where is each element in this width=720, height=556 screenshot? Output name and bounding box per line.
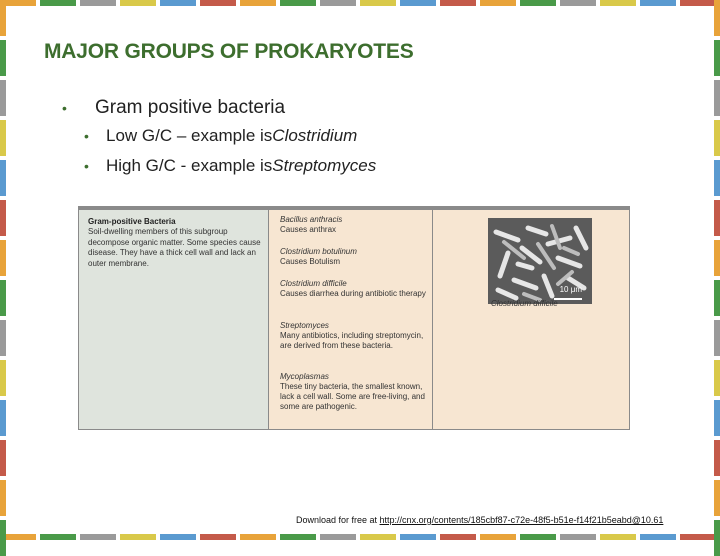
table-group-description: Soil-dwelling members of this subgroup decompose organic matter. Some species cause disease. They have a thick cell wall and lack an outer membrane. <box>88 227 261 268</box>
frame-segment <box>0 40 6 76</box>
entry-description: Causes diarrhea during antibiotic therapy <box>280 289 426 298</box>
frame-segment <box>160 0 196 6</box>
scale-bar <box>554 298 582 300</box>
footer-prefix: Download for free at <box>296 515 380 525</box>
table-entry <box>280 321 430 351</box>
bullet-main-text: Gram positive bacteria <box>95 97 286 118</box>
table-entry <box>280 247 430 267</box>
frame-segment <box>440 0 476 6</box>
frame-segment <box>0 160 6 196</box>
bullet-sub2-text: High G/C - example is <box>106 156 273 175</box>
entry-name: Bacillus anthracis <box>280 215 343 224</box>
frame-segment <box>714 80 720 116</box>
frame-segment <box>200 534 236 540</box>
frame-segment <box>80 0 116 6</box>
frame-segment <box>714 160 720 196</box>
bullet-sub2-example: Streptomyces <box>272 156 377 175</box>
frame-segment <box>0 0 6 36</box>
frame-segment <box>714 400 720 436</box>
frame-segment <box>0 120 6 156</box>
bullet-sub1-example: Clostridium <box>272 126 358 145</box>
bullet-sub1-text: Low G/C – example is <box>106 126 273 145</box>
frame-segment <box>120 534 156 540</box>
frame-segment <box>320 0 356 6</box>
frame-segment <box>714 120 720 156</box>
table-entry <box>280 279 430 299</box>
bullet-sub-high-gc <box>84 151 376 181</box>
frame-segment <box>280 0 316 6</box>
frame-segment <box>160 534 196 540</box>
frame-segment <box>714 0 720 36</box>
frame-segment <box>714 440 720 476</box>
frame-segment <box>120 0 156 6</box>
frame-top <box>0 0 720 6</box>
table-column-image <box>433 207 629 429</box>
bullet-dot-icon: • <box>62 100 67 116</box>
frame-segment <box>400 534 436 540</box>
bullet-main <box>62 95 376 121</box>
frame-segment <box>200 0 236 6</box>
frame-segment <box>360 0 396 6</box>
frame-segment <box>0 80 6 116</box>
frame-segment <box>520 0 556 6</box>
frame-bottom <box>0 534 720 540</box>
source-link[interactable]: http://cnx.org/contents/185cbf87-c72e-48f5-b51e-f14f21b5eabd@10.61 <box>379 515 664 525</box>
footer-attribution <box>296 515 663 525</box>
frame-segment <box>714 200 720 236</box>
frame-segment <box>560 534 596 540</box>
table-column-group <box>79 207 269 429</box>
table-group-heading: Gram-positive Bacteria <box>88 217 176 226</box>
frame-segment <box>640 534 676 540</box>
frame-segment <box>0 400 6 436</box>
frame-segment <box>714 320 720 356</box>
entry-description: Many antibiotics, including streptomycin, are derived from these bacteria. <box>280 331 424 350</box>
bullet-list <box>62 95 376 181</box>
frame-segment <box>0 520 6 556</box>
frame-segment <box>680 534 716 540</box>
table-entry <box>280 372 430 412</box>
bullet-dot-icon: • <box>84 128 89 144</box>
frame-segment <box>240 534 276 540</box>
frame-segment <box>600 0 636 6</box>
frame-segment <box>40 0 76 6</box>
entry-name: Clostridium botulinum <box>280 247 357 256</box>
frame-segment <box>0 480 6 516</box>
slide-title: MAJOR GROUPS OF PROKARYOTES <box>44 40 414 63</box>
frame-segment <box>80 534 116 540</box>
frame-segment <box>560 0 596 6</box>
table-header-bar <box>269 207 432 210</box>
micrograph-caption: Clostridium difficile <box>491 299 558 308</box>
entry-name: Streptomyces <box>280 321 329 330</box>
frame-segment <box>0 440 6 476</box>
frame-segment <box>714 480 720 516</box>
frame-segment <box>0 200 6 236</box>
frame-segment <box>600 534 636 540</box>
frame-segment <box>714 40 720 76</box>
frame-segment <box>480 0 516 6</box>
frame-segment <box>0 320 6 356</box>
entry-description: Causes anthrax <box>280 225 337 234</box>
frame-segment <box>680 0 716 6</box>
scale-label: 10 μm <box>559 285 582 294</box>
frame-segment <box>0 360 6 396</box>
frame-segment <box>0 280 6 316</box>
frame-segment <box>240 0 276 6</box>
frame-segment <box>714 280 720 316</box>
frame-segment <box>0 240 6 276</box>
entry-name: Mycoplasmas <box>280 372 329 381</box>
table-header-bar <box>79 207 268 210</box>
frame-segment <box>480 534 516 540</box>
frame-segment <box>714 240 720 276</box>
bullet-sub-low-gc <box>84 121 376 151</box>
frame-segment <box>360 534 396 540</box>
entry-description: These tiny bacteria, the smallest known, lack a cell wall. Some are free-living, and some are pathogenic. <box>280 382 425 411</box>
entry-name: Clostridium difficile <box>280 279 347 288</box>
frame-segment <box>320 534 356 540</box>
frame-segment <box>40 534 76 540</box>
frame-segment <box>280 534 316 540</box>
frame-segment <box>714 360 720 396</box>
frame-segment <box>520 534 556 540</box>
table-header-bar <box>433 207 629 210</box>
entry-description: Causes Botulism <box>280 257 341 266</box>
bacteria-table <box>78 206 630 430</box>
frame-segment <box>400 0 436 6</box>
frame-left <box>0 0 6 540</box>
frame-segment <box>640 0 676 6</box>
micrograph-image <box>488 218 592 304</box>
table-entry <box>280 215 430 235</box>
frame-right <box>714 0 720 540</box>
table-column-examples <box>269 207 433 429</box>
frame-segment <box>440 534 476 540</box>
bullet-dot-icon: • <box>84 158 89 174</box>
frame-segment <box>714 520 720 556</box>
